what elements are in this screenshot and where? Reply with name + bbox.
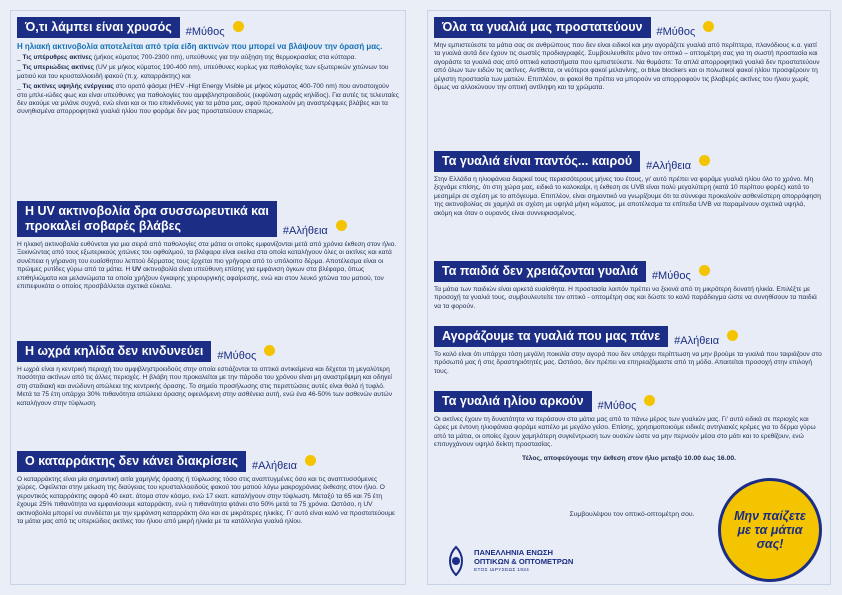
bullet-item: _ Τις υπεριώδεις ακτίνες (UV με μήκος κύματος 190-400 nm), υπεύθυνες κυρίως για παθολογίες των εξωτερικών χιτώνων του ματιού και του κρυσταλλοειδή φακού (π.χ. καταρράκτης) και bbox=[17, 64, 389, 80]
section-tag: #Αλήθεια bbox=[252, 460, 297, 472]
yellow-dot-icon bbox=[264, 345, 275, 356]
section-text: Το καλό είναι ότι υπάρχει τόση μεγάλη ποικιλία στην αγορά που δεν υπάρχει περίπτωση να μην βρούμε τα γυαλιά που ταιριάζουν στο πρόσωπό μας ή στις δραστηριότητές μας. Ωστόσο, δεν πρέπει να επηρεαζόμαστε από τη μόδα. Απαιτείται προσοχή στην επιλογή τους. bbox=[434, 351, 822, 375]
section-text: Στην Ελλάδα η ηλιοφάνεια διαρκεί τους περισσότερους μήνες του έτους, γι' αυτό πρέπει να φοράμε γυαλιά ηλίου όλο το χρόνο. Μη ξεχνάμε επίσης, ότι στη χώρα μας, ειδικά το καλοκαίρι, η έκθεση σε UVB είναι πολύ μεγαλύτερη (κατά 10 περίπου φορές) κατά το μεσημέρι σε σχέση με το απόγευμα. Επιπλέον, είναι σημαντικό να γνωρίζουμε ότι τα σύννεφα προκαλούν ασθενέστερη απορρόφηση της ακτινοβολίας σε χαμηλά σε σχέση με υψηλά μήκη κύματος, με αποτέλεσμα τα επίπεδα UVB να παραμένουν σχετικά υψηλά, ακόμη και όταν ο ουρανός είναι συννεφιασμένος. bbox=[434, 176, 821, 217]
section-text: Οι ακτίνες έχουν τη δυνατότητα να περάσουν στα μάτια μας από το πάνω μέρος των γυαλιών μας. Γι' αυτό ειδικά σε περιοχές και ώρες με έντονη ηλιοφάνεια φοράμε καπέλο με μεγάλο γείσο. Επίσης, χρησιμοποιούμε ειδικές αντηλιακές κρέμες για το δέρμα γύρω από τα μάτια, οι οποίες έχουν χαμηλότερη συγκέντρωση των ουσιών ώστε να μην περνούν μέσα στο μάτι και το ερεθίζουν, ενώ επιτυγχάνουν υψηλό δείκτη προστασίας. bbox=[434, 416, 816, 449]
section-tag: #Αλήθεια bbox=[282, 225, 328, 237]
section-text: Ο καταρράκτης είναι μία σημαντική αιτία χαμηλής όρασης ή τύφλωσης τόσο στις αναπτυγμένες όσο και τις αναπτυσσόμενες χώρες. Οφείλεται στην μείωση της διαύγειας του κρυσταλλοειδούς φακού του ματιού λόγω μακροχρόνιας έκθεσης στον ήλιο. Ο γεροντικός καταρράκτης αφορά 40 εκατ. άτομα στον κόσμο, ενώ 17 εκατ. καταλήγουν στην τύφλωση. Μεταξύ τα 65 και 75 έτη έχουμε 25% πιθανότητα να εμφανίσουμε καταρράκτη, ενώ η πιθανότητα φτάνει στο 50% μετά τα 75 χρόνια. Ωστόσο, η UV ακτινοβολία μπορεί να συνδέεται με την εμφάνιση καταρράκτη όλο και σε μικρότερες ηλικίες. Γι' αυτό είναι καλό να προστατεύουμε τα μάτια μας από τις υπεριώδεις ακτίνες του ήλιου από μικρή ηλικία με τα κατάλληλα γυαλιά ηλίου. bbox=[17, 476, 395, 526]
section-cataract bbox=[17, 451, 399, 526]
section-uv bbox=[17, 201, 399, 291]
consult-note: Συμβουλέψου τον οπτικό-οπτομέτρη σου. bbox=[569, 511, 695, 518]
section-title: Η UV ακτινοβολία δρα συσσωρευτικά και προκαλεί σοβαρές βλάβες bbox=[17, 201, 277, 237]
bullet-item: _ Τις υπέρυθρες ακτίνες (μήκος κύματος 700-2300 nm), υπεύθυνες για την αύξηση της θερμοκρασίας στα κύτταρα. bbox=[17, 54, 357, 61]
eye-logo-icon bbox=[444, 545, 468, 577]
yellow-dot-icon bbox=[305, 455, 316, 466]
section-title: Η ωχρά κηλίδα δεν κινδυνεύει bbox=[17, 341, 211, 362]
section-title: Τα παιδιά δεν χρειάζονται γυαλιά bbox=[434, 261, 646, 282]
yellow-dot-icon bbox=[336, 220, 347, 231]
section-text: Μην εμπιστεύεστε τα μάτια σας σε ανθρώπους που δεν είναι ειδικοί και μην αγοράζετε γυαλιά από περίπτερα, πλανόδιους κ.α. γιατί τα γυαλιά αυτά δεν έχουν τις σωστές προδιαγραφές. Συμβουλευθείτε μόνο τον οπτικό – οπτομέτρη σας για τη σωστή προστασία και αγοράστε τα γυαλιά σας από οπτικά καταστήματα που εμπιστεύεστε. Να θυμάστε: Τα απλά απορροφητικά γυαλιά δεν προστατεύουν από όλων των ειδών τις ακτίνες. Αντίθετα, οι νεότεροι φακοί μελανίνης, οι blue blockers και οι πολωτικοί φακοί ηλίου προσφέρουν τη μέγιστη προστασία των ματιών. Επιπλέον, οι φακοί θα πρέπει να μπορούν να απορροφούν τις βλαβερές ακτίνες του ήλιου χωρίς όμως να αλλοιώνουν την οπτική αντίληψη και τα χρώματα. bbox=[434, 42, 820, 92]
warning-seal bbox=[718, 478, 822, 582]
yellow-dot-icon bbox=[703, 21, 714, 32]
section-title: Ό,τι λάμπει είναι χρυσός bbox=[17, 17, 180, 38]
yellow-dot-icon bbox=[233, 21, 244, 32]
section-tag: #Μύθος bbox=[217, 350, 257, 362]
section-text: Τα μάτια των παιδιών είναι αρκετά ευαίσθητα. Η προστασία λοιπόν πρέπει να ξεκινά από τη μικρότερη δυνατή ηλικία. Επιλέξτε με προσοχή τα γυαλιά τους, συμβουλευτείτε τον οπτικό - οπτομέτρη σας και δώστε το καλό παράδειγμα ώστε να συνηθίσουν τα παιδιά να τα φορούν. bbox=[434, 286, 817, 310]
section-not-enough bbox=[434, 391, 824, 463]
section-title: Αγοράζουμε τα γυαλιά που μας πάνε bbox=[434, 326, 668, 347]
section-tag: #Μύθος bbox=[185, 26, 225, 38]
left-column bbox=[10, 10, 406, 585]
left-panel bbox=[10, 10, 406, 585]
section-title: Όλα τα γυαλιά μας προστατεύουν bbox=[434, 17, 651, 38]
section-lead: Η ηλιακή ακτινοβολία αποτελείται από τρία είδη ακτινών που μπορεί να βλάψουν την όρασή μας. bbox=[17, 42, 383, 51]
section-tag: #Αλήθεια bbox=[674, 335, 720, 347]
bullet-item: _ Τις ακτίνες υψηλής ενέργειας στο ορατό φάσμα (HEV -Higt Energy Visible με μήκος κύματος 400-700 nm) που αντιστοιχούν στο μπλε-ιώδες φως και είναι υπεύθυνες για παθολογίες του αμφιβληστροειδούς (εκφύλιση ωχράς κηλίδος). Για αυτές τις τελευταίες δεν ακούμε να μιλάνε συχνά, ενώ είναι και οι πιο επικίνδυνες για τα μάτια μας, αφού προκαλούν μη αναστρέψιμες βλάβες και τα συνηθισμένα απορροφητικά γυαλιά ηλίου που φοράμε δεν μας προστατεύουν επαρκώς. bbox=[17, 83, 399, 116]
yellow-dot-icon bbox=[644, 395, 655, 406]
section-tag: #Αλήθεια bbox=[646, 160, 692, 172]
association-logo bbox=[444, 536, 724, 586]
section-style bbox=[434, 326, 824, 376]
section-title: Τα γυαλιά είναι παντός... καιρού bbox=[434, 151, 640, 172]
section-text: Η ηλιακή ακτινοβολία ευθύνεται για μια σειρά από παθολογίες στα μάτια οι οποίες εμφανίζονται μετά από χρόνια έκθεση στον ήλιο. Ξεκινώντας από τους εξωτερικούς χιτώνες του οφθαλμού, τα βλέφαρα είναι εκείνα στα οποία καταλήγουν όλες οι ακτίνες και κατά συνέπεια η γήρανση του ευαίσθητου λεπτού δέρματος τους έρχεται πιο γρήγορα από το υπόλοιπο δέρμα. Αποτέλεσμα είναι οι πρώιμες ρυτίδες γύρω από τα μάτια. Η UV ακτινοβολία είναι υπεύθυνη επίσης για εμφάνιση όγκων στα βλέφαρα, όπως επιθηλιώματα και μελανώματα τα οποία χρήζουν έγκαιρης χειρουργικής αφαίρεσης, ενώ και στον λευκό χιτώνα του ματιού, τον επιπεφυκότα ο οποίος προσβάλλεται σχετικά εύκολα. bbox=[17, 241, 397, 291]
logo-text: ΠΑΝΕΛΛΗΝΙΑ ΕΝΩΣΗ ΟΠΤΙΚΩΝ & ΟΠΤΟΜΕΤΡΩΝ ΕΤΟΣ ΙΔΡΥΣΕΩΣ 1924 bbox=[474, 547, 574, 573]
yellow-dot-icon bbox=[727, 330, 738, 341]
section-all-weather bbox=[434, 151, 824, 218]
section-children bbox=[434, 261, 824, 311]
yellow-dot-icon bbox=[699, 265, 710, 276]
section-text: Η ωχρά είναι η κεντρική περιοχή του αμφιβληστροειδούς στην οποία εστιάζονται τα οπτικά αντικείμενα και δέχεται τη μεγαλύτερη ποσότητα ακτίνων από τις άλλες περιοχές. Η βλάβη που προκαλείται με την πάροδο του χρόνου είναι μη αναστρέψιμη και οδηγεί στη σταδιακή και ανώδυνη απώλεια της κεντρικής όρασης. Το σημείο προσήλωσης στις περιπτώσεις αυτές είναι θολό ή τυφλό. Μετά τα 75 έτη υπάρχει 30% πιθανότητα απώλεια όρασης οφειλόμενη στην ασθένεια αυτή, ενώ ένα 46-50% των ασθενών αυτών καταλήγουν στην τύφλωση. bbox=[17, 366, 392, 407]
section-tag: #Μύθος bbox=[597, 400, 637, 412]
section-tag: #Μύθος bbox=[651, 270, 691, 282]
section-title: Τα γυαλιά ηλίου αρκούν bbox=[434, 391, 592, 412]
section-gold bbox=[17, 17, 399, 117]
seal-text: Μην παίζετε με τα μάτια σας! bbox=[734, 509, 806, 551]
section-macula bbox=[17, 341, 399, 408]
closing-note: Τέλος, αποφεύγουμε την έκθεση στον ήλιο μεταξύ 10.00 έως 16.00. bbox=[521, 454, 737, 462]
section-all-glasses bbox=[434, 17, 824, 92]
section-tag: #Μύθος bbox=[656, 26, 696, 38]
section-title: Ο καταρράκτης δεν κάνει διακρίσεις bbox=[17, 451, 246, 472]
yellow-dot-icon bbox=[699, 155, 710, 166]
